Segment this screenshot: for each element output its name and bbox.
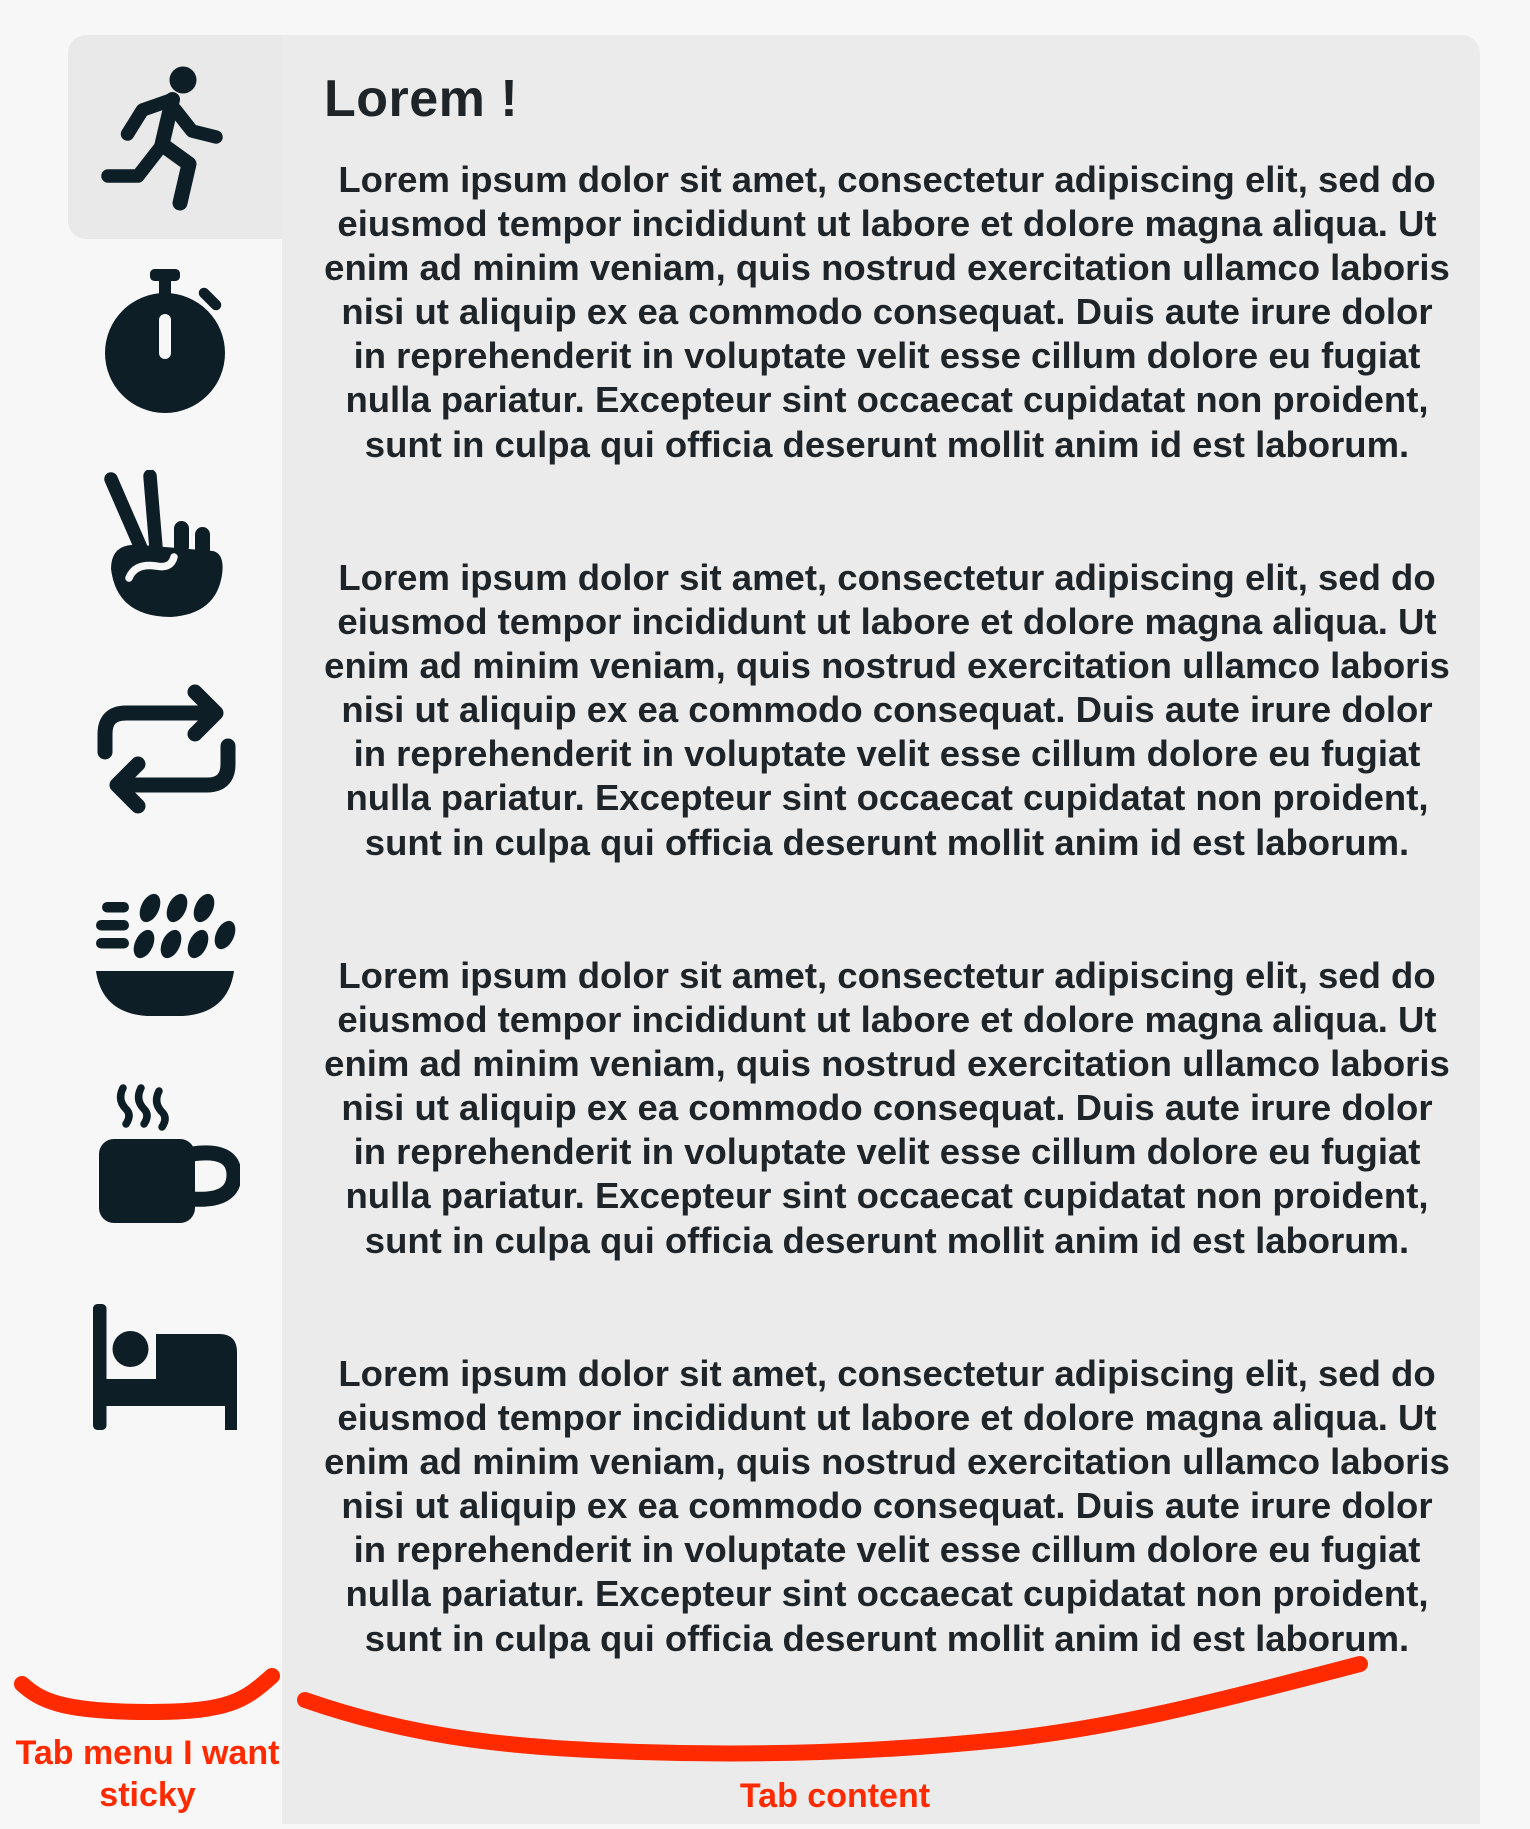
- tab-content-panel: [282, 35, 1480, 1824]
- content-title: Lorem !: [324, 70, 519, 128]
- tab-running[interactable]: [68, 35, 282, 239]
- running-person-icon: [90, 62, 240, 212]
- tab-menu: [68, 35, 282, 1824]
- bed-icon: [90, 1286, 240, 1436]
- content-paragraph: Lorem ipsum dolor sit amet, consectetur adipiscing elit, sed do eiusmod tempor incididunt ut labore et dolore magna aliqua. Ut enim ad minim veniam, quis nostrud exercitation ullamco laboris nisi ut aliquip ex ea commodo consequat. Duis aute irure dolor in reprehenderit in voluptate velit esse cillum dolore eu fugiat nulla pariatur. Excepteur sint occaecat cupidatat non proident, sunt in culpa qui officia deserunt mollit anim id est laborum.: [324, 159, 1450, 465]
- content-paragraph: Lorem ipsum dolor sit amet, consectetur adipiscing elit, sed do eiusmod tempor incididunt ut labore et dolore magna aliqua. Ut enim ad minim veniam, quis nostrud exercitation ullamco laboris nisi ut aliquip ex ea commodo consequat. Duis aute irure dolor in reprehenderit in voluptate velit esse cillum dolore eu fugiat nulla pariatur. Excepteur sint occaecat cupidatat non proident, sunt in culpa qui officia deserunt mollit anim id est laborum.: [324, 557, 1450, 863]
- hot-coffee-cup-icon: [90, 1082, 240, 1232]
- content-paragraph: Lorem ipsum dolor sit amet, consectetur adipiscing elit, sed do eiusmod tempor incididunt ut labore et dolore magna aliqua. Ut enim ad minim veniam, quis nostrud exercitation ullamco laboris nisi ut aliquip ex ea commodo consequat. Duis aute irure dolor in reprehenderit in voluptate velit esse cillum dolore eu fugiat nulla pariatur. Excepteur sint occaecat cupidatat non proident, sunt in culpa qui officia deserunt mollit anim id est laborum.: [324, 955, 1450, 1261]
- repeat-arrows-icon: [90, 674, 240, 824]
- tab-gesture[interactable]: [68, 443, 282, 647]
- tab-sleep[interactable]: [68, 1259, 282, 1463]
- tab-repeat[interactable]: [68, 647, 282, 851]
- content-paragraph: Lorem ipsum dolor sit amet, consectetur adipiscing elit, sed do eiusmod tempor incididunt ut labore et dolore magna aliqua. Ut enim ad minim veniam, quis nostrud exercitation ullamco laboris nisi ut aliquip ex ea commodo consequat. Duis aute irure dolor in reprehenderit in voluptate velit esse cillum dolore eu fugiat nulla pariatur. Excepteur sint occaecat cupidatat non proident, sunt in culpa qui officia deserunt mollit anim id est laborum.: [324, 1353, 1450, 1659]
- tab-timer[interactable]: [68, 239, 282, 443]
- hand-gesture-icon: [90, 470, 240, 620]
- tab-food[interactable]: [68, 851, 282, 1055]
- annotation-content-label: Tab content: [739, 1777, 931, 1815]
- annotation-menu-label: Tab menu I want sticky: [15, 1734, 280, 1814]
- food-bowl-icon: [90, 878, 240, 1028]
- tab-coffee[interactable]: [68, 1055, 282, 1259]
- stopwatch-icon: [90, 266, 240, 416]
